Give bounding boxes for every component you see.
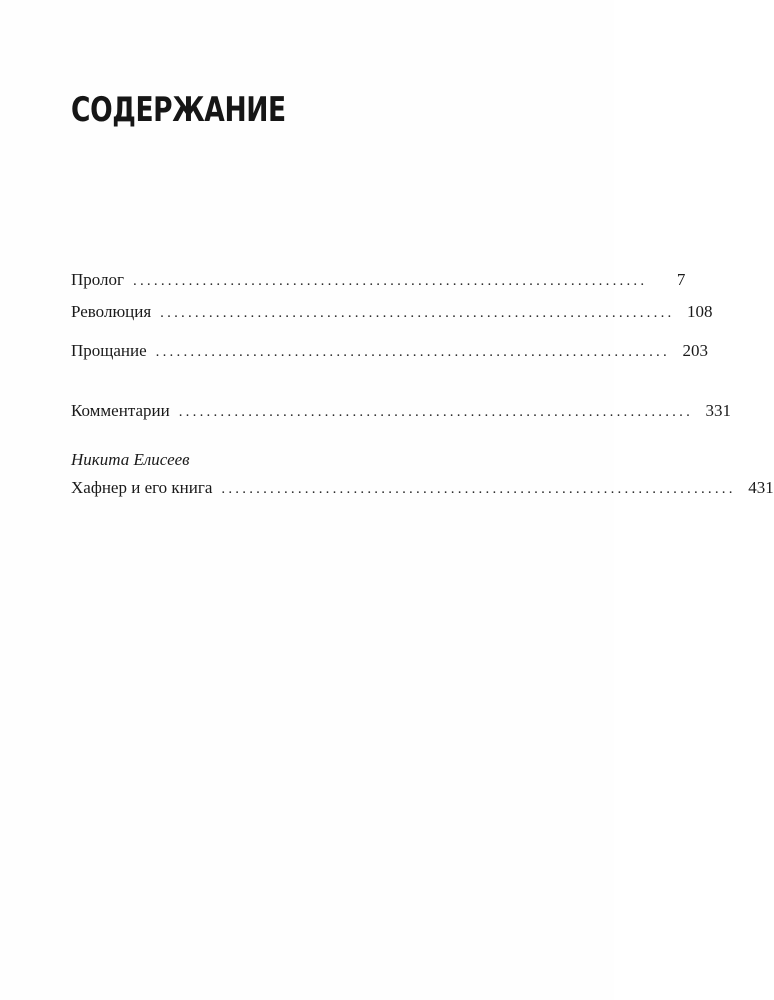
toc-entry-afterword	[71, 476, 774, 500]
toc-entry-page: 7	[676, 270, 686, 289]
toc-entry-page: 331	[705, 401, 732, 420]
dot-leader: ..........................................................................	[160, 305, 675, 321]
dot-leader: ..........................................................................	[221, 481, 736, 497]
toc-entry-title: Пролог	[71, 270, 125, 289]
toc-entry-prologue	[71, 268, 686, 292]
toc-entry-title: Революция	[71, 302, 152, 321]
toc-entry-page: 108	[686, 302, 713, 321]
toc-entry-commentary	[71, 399, 732, 423]
toc-entry-page: 203	[682, 341, 708, 360]
dot-leader: ..........................................................................	[133, 273, 648, 289]
toc-entry-title: Комментарии	[71, 401, 170, 420]
contents-heading: СОДЕРЖАНИЕ	[71, 90, 286, 130]
toc-entry-title: Прощание	[71, 341, 147, 360]
toc-entry-revolution	[71, 300, 713, 324]
dot-leader: ..........................................................................	[178, 404, 694, 420]
toc-entry-farewell	[71, 339, 708, 363]
toc-entry-author: Никита Елисеев	[71, 450, 190, 469]
toc-entry-page: 431	[748, 478, 774, 497]
dot-leader: ..........................................................................	[155, 344, 670, 360]
toc-entry-title: Хафнер и его книга	[71, 478, 213, 497]
